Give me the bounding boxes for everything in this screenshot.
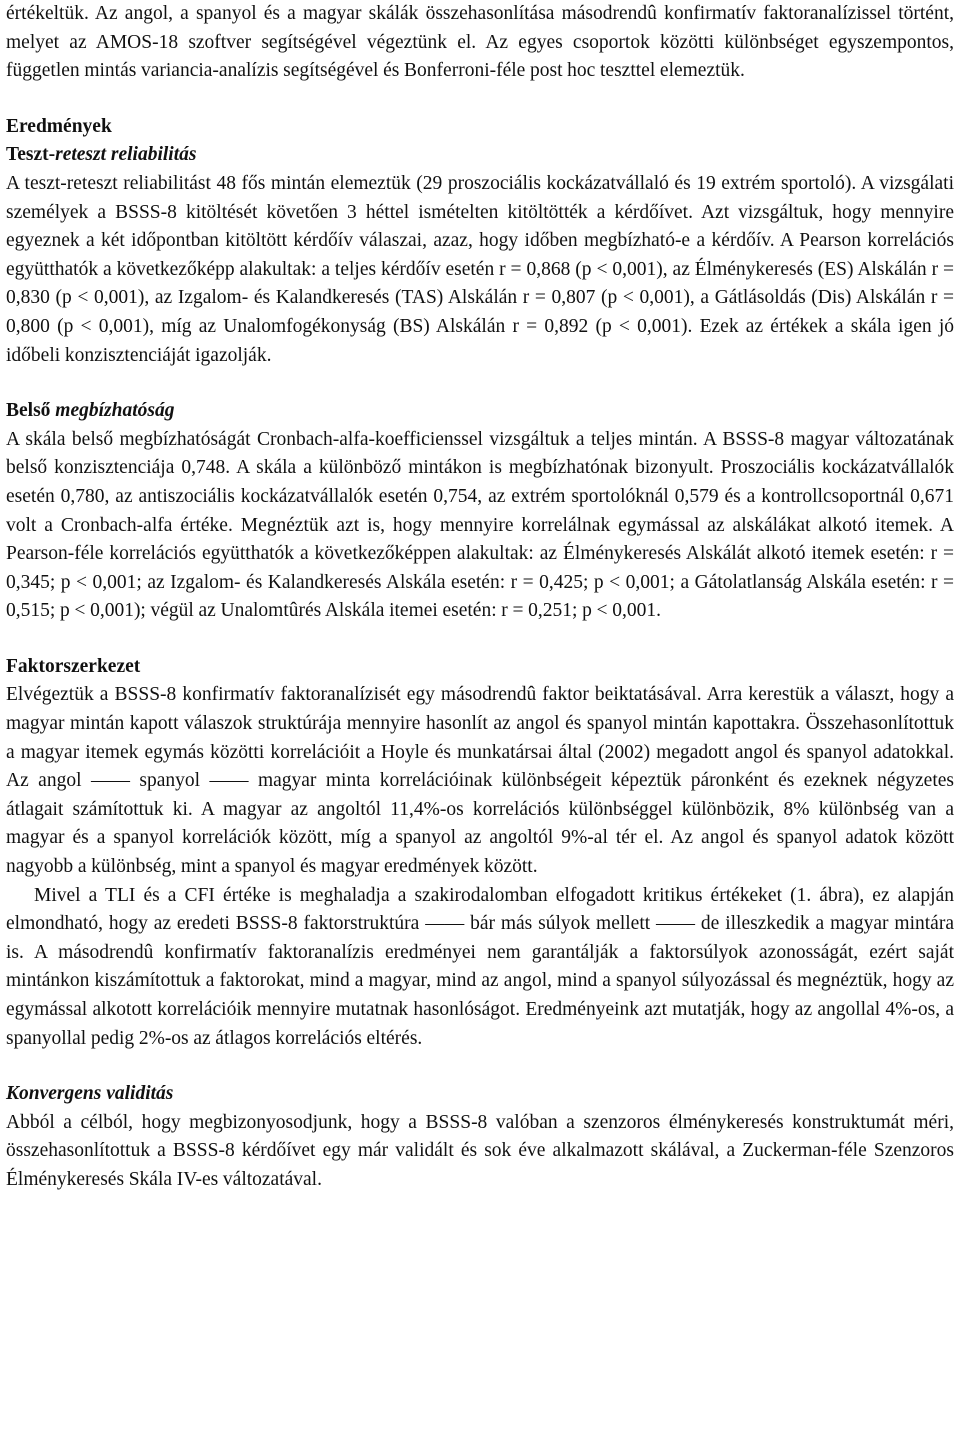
factor-paragraph-1: Elvégeztük a BSSS-8 konfirmatív faktoranalízisét egy másodrendû faktor beiktatásával. Arra kerestük a választ, hogy a magyar mintán kapott válaszok struktúrája mennyire hasonlít az angol és spanyol mintán kapottakra. Összehasonlítottuk a magyar itemek egymás közötti korrelációit a Hoyle és munkatársai által (2002) megadott angol és spanyol adatokkal. Az angol —— spanyol —— magyar minta korrelációinak különbségeit képeztük páronként és ezeknek négyzetes átlagait számítottuk ki. A magyar az angoltól 11,4%-os korrelációs különbséggel különbözik, 8% különbség van a magyar és a spanyol korrelációk között, míg a spanyol az angoltól 9%-al tér el. Az angol és spanyol adatok között nagyobb a különbség, mint a spanyol és magyar eredmények között. xyxy=(6,684,954,878)
retest-heading-italic: reteszt reliabilitás xyxy=(55,144,197,166)
retest-heading xyxy=(6,141,954,170)
internal-heading xyxy=(6,397,954,426)
convergent-heading xyxy=(6,1080,954,1109)
internal-heading-plain: Belső xyxy=(6,400,51,422)
convergent-paragraph: Abból a célból, hogy megbizonyosodjunk, hogy a BSSS-8 valóban a szenzoros élménykeresés konstruktumát méri, összehasonlítottuk a BSSS-8 kérdőívet egy már validált és sok éve alkalmazott skálával, a Zuckerman-féle Szenzoros Élménykeresés Skála IV-es változatával. xyxy=(6,1111,954,1190)
intro-paragraph: értékeltük. Az angol, a spanyol és a magyar skálák összehasonlítása másodrendû konfirmatív faktoranalízissel történt, melyet az AMOS-18 szoftver segítségével végeztünk el. Az egyes csoportok közötti különbséget egyszempontos, független mintás variancia-analízis segítségével és Bonferroni-féle post hoc teszttel elemeztük. xyxy=(6,3,954,82)
retest-heading-plain: Teszt- xyxy=(6,144,56,166)
convergent-heading-italic: Konvergens validitás xyxy=(6,1083,174,1105)
spacer xyxy=(6,370,954,397)
results-heading: Eredmények xyxy=(6,115,112,137)
spacer xyxy=(6,626,954,653)
factor-heading: Faktorszerkezet xyxy=(6,655,141,677)
factor-paragraph-2: Mivel a TLI és a CFI értéke is meghaladja a szakirodalomban elfogadott kritikus értékeket (1. ábra), ez alapján elmondható, hogy az eredeti BSSS-8 faktorstruktúra —— bár más súlyok mellett —— de illeszkedik a magyar mintára is. A másodrendû konfirmatív faktoranalízis eredményei nem garantálják a faktorsúlyok azonosságát, ezért saját mintánkon kiszámítottuk a faktorokat, mind a magyar, mind az angol, mind a spanyol súlyozással és megnéztük, hogy az egymással alkotott korrelációik mennyire mutatnak hasonlóságot. Eredményeink azt mutatják, hogy az angollal 4%-os, a spanyollal pedig 2%-os az átlagos korrelációs eltérés. xyxy=(6,884,954,1049)
spacer xyxy=(6,86,954,113)
retest-paragraph: A teszt-reteszt reliabilitást 48 fős mintán elemeztük (29 proszociális kockázatvállaló és 19 extrém sportoló). A vizsgálati személyek a BSSS-8 kitöltését követően 3 héttel ismételten kitöltötték a kérdőívet. Azt vizsgáltuk, hogy mennyire egyeznek a két időpontban kitöltött kérdőív válaszai, azaz, hogy időben megbízható-e a kérdőív. A Pearson korrelációs együtthatók a következőképp alakultak: a teljes kérdőív esetén r = 0,868 (p < 0,001), az Élménykeresés (ES) Alskálán r = 0,830 (p < 0,001), az Izgalom- és Kalandkeresés (TAS) Alskálán r = 0,807 (p < 0,001), a Gátlásoldás (Dis) Alskálán r = 0,800 (p < 0,001), míg az Unalomfogékonyság (BS) Alskálán r = 0,892 (p < 0,001). Ezek az értékek a skála igen jó időbeli konzisztenciáját igazolják. xyxy=(6,172,954,366)
spacer xyxy=(6,1053,954,1080)
internal-heading-italic: megbízhatóság xyxy=(50,400,175,422)
internal-paragraph: A skála belső megbízhatóságát Cronbach-alfa-koefficienssel vizsgáltuk a teljes mintán. A BSSS-8 magyar változatának belső konzisztenciája 0,748. A skála a különböző mintákon is megbízhatónak bizonyult. Proszociális kockázatvállalók esetén 0,780, az antiszociális kockázatvállalók esetén 0,754, az extrém sportolóknál 0,579 és a kontrollcsoportnál 0,671 volt a Cronbach-alfa értéke. Megnéztük azt is, hogy mennyire korrelálnak egymással az alskálákat alkotó itemek. A Pearson-féle korrelációs együtthatók a következőképpen alakultak: az Élménykeresés Alskálát alkotó itemek esetén: r = 0,345; p < 0,001; az Izgalom- és Kalandkeresés Alskála esetén: r = 0,425; p < 0,001; a Gátolatlanság Alskála esetén: r = 0,515; p < 0,001); végül az Unalomtûrés Alskála itemei esetén: r = 0,251; p < 0,001. xyxy=(6,428,954,622)
paper-page xyxy=(6,0,954,1195)
